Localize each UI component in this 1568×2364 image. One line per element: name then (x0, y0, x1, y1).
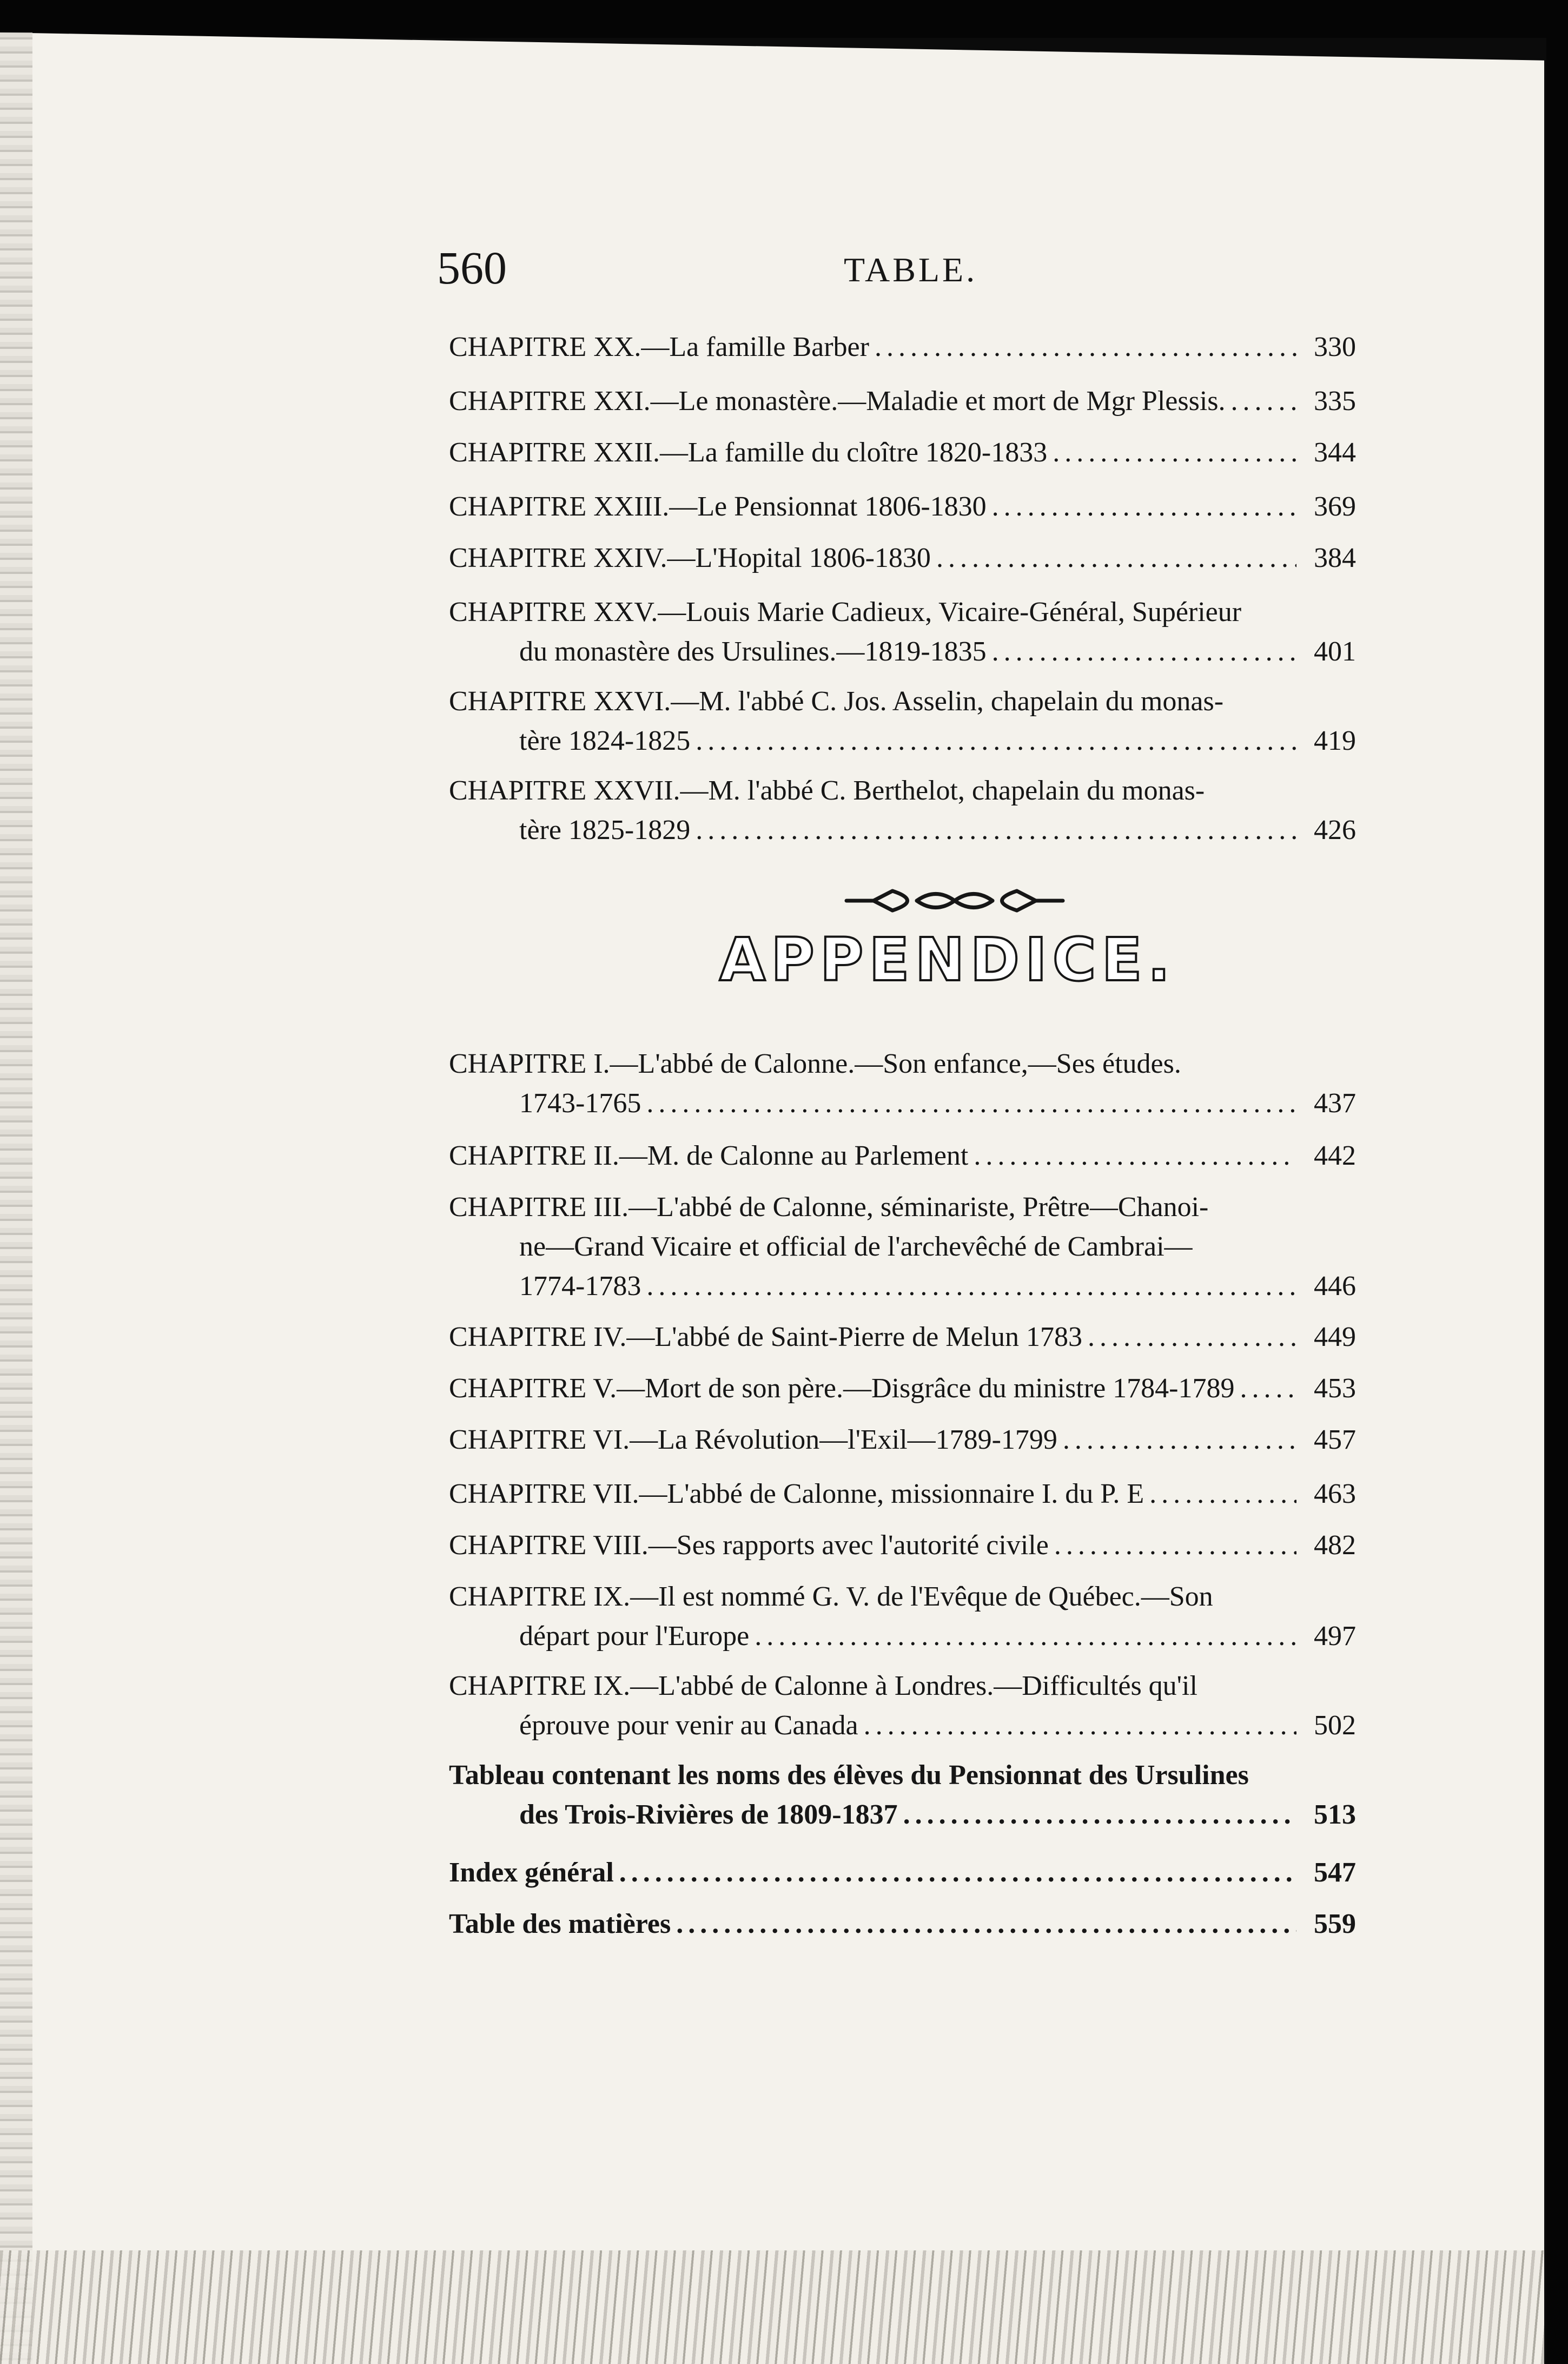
toc-entry-page: 453 (1314, 1373, 1356, 1404)
scanner-border-top (0, 0, 1568, 38)
toc-entry[interactable] (449, 1044, 1356, 1123)
toc-entry[interactable] (449, 327, 1356, 367)
toc-entry[interactable] (449, 1369, 1356, 1408)
dot-leader (1063, 1420, 1296, 1460)
toc-entry-page: 344 (1314, 437, 1356, 468)
toc-entry-page: 401 (1314, 636, 1356, 667)
dot-leader (1240, 1369, 1296, 1408)
toc-entry[interactable] (449, 1904, 1356, 1944)
toc-entry-title-cont: ne—Grand Vicaire et official de l'archevêché de Cambrai— (519, 1231, 1193, 1262)
toc-entry[interactable] (449, 1577, 1356, 1656)
toc-entry-page: 330 (1314, 332, 1356, 362)
dot-leader (646, 1266, 1296, 1306)
toc-entry-title-cont: départ pour l'Europe (519, 1621, 750, 1652)
toc-entry-page: 482 (1314, 1530, 1356, 1561)
toc-entry-title: CHAPITRE XXIII.—Le Pensionnat 1806-1830 (449, 491, 987, 522)
toc-entry[interactable] (449, 592, 1356, 671)
toc-entry-title: CHAPITRE I.—L'abbé de Calonne.—Son enfance,—Ses études. (449, 1048, 1181, 1079)
toc-entry-page: 426 (1314, 815, 1356, 846)
toc-entry-title: Index général (449, 1857, 614, 1888)
dot-leader (1053, 433, 1296, 472)
running-head: TABLE. (844, 250, 978, 289)
toc-entry[interactable] (449, 1136, 1356, 1176)
toc-entry-title: CHAPITRE VI.—La Révolution—l'Exil—1789-1799 (449, 1424, 1057, 1455)
page-edge-left (0, 32, 32, 2364)
toc-entry[interactable] (449, 771, 1356, 850)
toc-entry[interactable] (449, 1666, 1356, 1745)
toc-entry-page: 559 (1314, 1909, 1356, 1939)
toc-entry-page: 442 (1314, 1140, 1356, 1171)
toc-entry-page: 335 (1314, 386, 1356, 417)
toc-entry[interactable] (449, 1853, 1356, 1892)
dot-leader (619, 1853, 1296, 1892)
dot-leader (992, 632, 1296, 671)
toc-entry-page: 384 (1314, 543, 1356, 573)
scanner-border-right (1546, 0, 1568, 2364)
toc-entry-title: CHAPITRE XXVI.—M. l'abbé C. Jos. Asselin, chapelain du monas- (449, 686, 1224, 717)
dot-leader (676, 1904, 1296, 1944)
toc-entry-page: 437 (1314, 1088, 1356, 1119)
toc-entry-title: CHAPITRE XXVII.—M. l'abbé C. Berthelot, chapelain du monas- (449, 775, 1205, 806)
toc-entry[interactable] (449, 682, 1356, 761)
toc-entry-title: CHAPITRE IX.—Il est nommé G. V. de l'Evêque de Québec.—Son (449, 1581, 1213, 1612)
dot-leader (755, 1616, 1296, 1656)
toc-entry-page: 463 (1314, 1478, 1356, 1509)
toc-entry-page: 547 (1314, 1857, 1356, 1888)
toc-entry-title: CHAPITRE XXII.—La famille du cloître 1820-1833 (449, 437, 1048, 468)
toc-entry-title-cont: 1774-1783 (519, 1271, 641, 1302)
toc-entry[interactable] (449, 1420, 1356, 1460)
dot-leader (1054, 1526, 1296, 1565)
page-number: 560 (437, 242, 507, 294)
toc-entry-title: CHAPITRE V.—Mort de son père.—Disgrâce du ministre 1784-1789 (449, 1373, 1235, 1404)
page-edge-bottom (0, 2250, 1544, 2364)
dot-leader (646, 1084, 1296, 1123)
toc-entry-title-cont: éprouve pour venir au Canada (519, 1710, 858, 1741)
toc-entry-page: 457 (1314, 1424, 1356, 1455)
toc-entry-title: CHAPITRE VIII.—Ses rapports avec l'autorité civile (449, 1530, 1049, 1561)
toc-entry[interactable] (449, 487, 1356, 526)
toc-entry-title: CHAPITRE VII.—L'abbé de Calonne, missionnaire I. du P. E (449, 1478, 1144, 1509)
dot-leader (974, 1136, 1296, 1176)
dot-leader (864, 1706, 1296, 1745)
toc-entry[interactable] (449, 433, 1356, 472)
toc-entry-title: CHAPITRE XXV.—Louis Marie Cadieux, Vicaire-Général, Supérieur (449, 597, 1242, 628)
toc-entry[interactable] (449, 538, 1356, 578)
toc-entry[interactable] (449, 1526, 1356, 1565)
toc-entry-page: 419 (1314, 725, 1356, 756)
toc-entry[interactable] (449, 381, 1356, 421)
dot-leader (696, 721, 1296, 761)
toc-entry-title-cont: du monastère des Ursulines.—1819-1835 (519, 636, 987, 667)
toc-entry-title: CHAPITRE IV.—L'abbé de Saint-Pierre de Melun 1783 (449, 1322, 1082, 1352)
toc-entry-page: 446 (1314, 1271, 1356, 1302)
toc-entry-page: 369 (1314, 491, 1356, 522)
toc-entry[interactable] (449, 1755, 1356, 1834)
toc-entry-title: Tableau contenant les noms des élèves du Pensionnat des Ursulines (449, 1760, 1249, 1791)
toc-entry-title-cont: tère 1824-1825 (519, 725, 691, 756)
dot-leader (992, 487, 1296, 526)
toc-entry-page: 449 (1314, 1322, 1356, 1352)
toc-entry-title: CHAPITRE XXI.—Le monastère.—Maladie et mort de Mgr Plessis. (449, 386, 1226, 417)
appendix-heading (719, 925, 1175, 994)
toc-entry-title: CHAPITRE III.—L'abbé de Calonne, séminariste, Prêtre—Chanoi- (449, 1192, 1209, 1223)
toc-entry-title: CHAPITRE IX.—L'abbé de Calonne à Londres.—Difficultés qu'il (449, 1670, 1197, 1701)
toc-entry-title: CHAPITRE II.—M. de Calonne au Parlement (449, 1140, 969, 1171)
toc-entry-title: Table des matières (449, 1909, 671, 1939)
toc-entry-title-cont: des Trois-Rivières de 1809-1837 (519, 1799, 898, 1830)
toc-entry-title-cont: tère 1825-1829 (519, 815, 691, 846)
toc-entry-page: 497 (1314, 1621, 1356, 1652)
toc-entry-page: 513 (1314, 1799, 1356, 1830)
dot-leader (1088, 1317, 1296, 1357)
toc-entry-title: CHAPITRE XXIV.—L'Hopital 1806-1830 (449, 543, 931, 573)
toc-entry[interactable] (449, 1474, 1356, 1514)
dot-leader (903, 1795, 1296, 1834)
toc-entry-page: 502 (1314, 1710, 1356, 1741)
dot-leader (936, 538, 1296, 578)
dot-leader (875, 327, 1296, 367)
dot-leader (1149, 1474, 1296, 1514)
dot-leader (1231, 381, 1296, 421)
toc-entry-title-cont: 1743-1765 (519, 1088, 641, 1119)
appendix-heading-text: APPENDICE. (719, 925, 1176, 994)
toc-entry[interactable] (449, 1187, 1356, 1306)
ornament-flourish (841, 884, 1068, 917)
toc-entry-title: CHAPITRE XX.—La famille Barber (449, 332, 869, 362)
dot-leader (696, 810, 1296, 850)
toc-entry[interactable] (449, 1317, 1356, 1357)
